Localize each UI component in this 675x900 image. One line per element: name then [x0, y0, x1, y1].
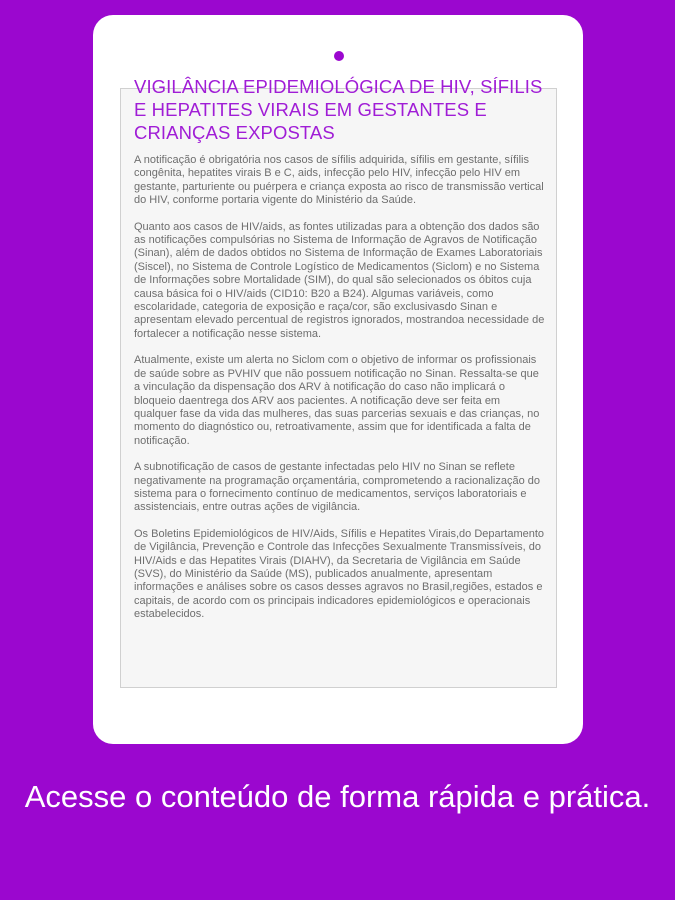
article-paragraph: Quanto aos casos de HIV/aids, as fontes utilizadas para a obtenção dos dados são as notificações compulsórias no Sistema de Informação de Agravos de Notificação (Sinan), além de dados obtidos no Sistema de Informação de Exames Laboratoriais (Siscel), no Sistema de Controle Logístico de Medicamentos (Siclom) e no Sistema de Informações sobre Mortalidade (SIM), do qual são selecionados os óbitos cuja causa básica foi o HIV/aids (CID10: B20 a B24). Algumas variáveis, como escolaridade, categoria de exposição e raça/cor, são exclusivasdo Sinan e apresentam elevado percentual de registros ignorados, mostrandoa necessidade de fortalecer a notificação nesse sistema. [134, 220, 545, 340]
promo-caption: Acesse o conteúdo de forma rápida e prática. [24, 779, 651, 814]
article-title: VIGILÂNCIA EPIDEMIOLÓGICA DE HIV, SÍFILIS E HEPATITES VIRAIS EM GESTANTES E CRIANÇAS EXPOSTAS [134, 76, 543, 143]
tablet-frame [93, 15, 583, 744]
tablet-screen[interactable] [120, 76, 557, 688]
article-paragraph: Atualmente, existe um alerta no Siclom com o objetivo de informar os profissionais de saúde sobre as PVHIV que não possuem notificação no Sinan. Ressalta-se que a vinculação da dispensação dos ARV à notificação do caso não implicará o bloqueio daentrega dos ARV aos pacientes. A notificação deve ser feita em qualquer fase da vida das mulheres, das suas parcerias sexuais e das crianças, no momento do diagnóstico ou, retroativamente, assim que for identificada a falta de notificação. [134, 354, 540, 447]
article-paragraph: Os Boletins Epidemiológicos de HIV/Aids, Sífilis e Hepatites Virais,do Departamento de Vigilância, Prevenção e Controle das Infecções Sexualmente Transmissíveis, do HIV/Aids e das Hepatites Virais (DIAHV), da Secretaria de Vigilância em Saúde (SVS), do Ministério da Saúde (MS), publicados anualmente, apresentam informações e análises sobre os casos desses agravos no Brasil,regiões, estados e capitais, de acordo com os principais indicadores epidemiológicos e operacionais estabelecidos. [134, 527, 545, 621]
article-content [134, 75, 545, 635]
article-paragraph: A notificação é obrigatória nos casos de sífilis adquirida, sífilis em gestante, sífilis congênita, hepatites virais B e C, aids, infecção pelo HIV, infecção pelo HIV em gestante, parturiente ou puérpera e criança exposta ao risco de transmissão vertical do HIV, conforme portaria vigente do Ministério da Saúde. [134, 154, 544, 207]
article-paragraph: A subnotificação de casos de gestante infectadas pelo HIV no Sinan se reflete negativamente na programação orçamentária, comprometendo a racionalização do sistema para o fornecimento contínuo de medicamentos, serviços laboratoriais e assistenciais, entre outras ações de vigilância. [134, 461, 541, 514]
tablet-camera-dot [334, 51, 344, 61]
